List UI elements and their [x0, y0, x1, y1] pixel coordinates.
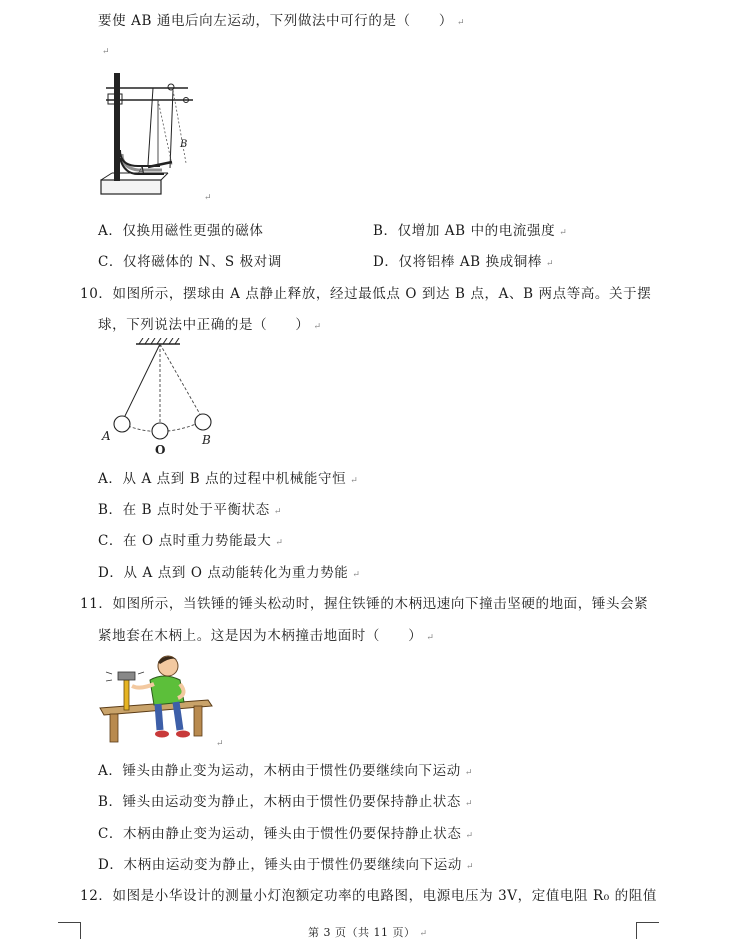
crop-mark-left	[58, 922, 81, 939]
paragraph-mark-icon: ↵	[352, 570, 361, 580]
q10-option-a: A．从 A 点到 B 点的过程中机械能守恒 ↵	[98, 471, 359, 487]
paragraph-mark-icon: ↵	[313, 322, 322, 332]
paragraph-mark-icon: ↵	[559, 228, 568, 238]
q9-label-b: B	[180, 139, 188, 150]
q10-option-b: B．在 B 点时处于平衡状态 ↵	[98, 502, 282, 518]
paragraph-mark-icon: ↵	[545, 259, 555, 269]
q10-figure-pendulum	[98, 338, 223, 456]
q11-option-c: C．木柄由静止变为运动，锤头由于惯性仍要保持静止状态 ↵	[98, 826, 474, 842]
q11-figure-hammer-man	[98, 650, 216, 745]
paragraph-mark-icon: ↵	[456, 18, 466, 28]
q9-label-a: A	[138, 166, 146, 177]
q10-option-d: D．从 A 点到 O 点动能转化为重力势能 ↵	[98, 565, 361, 581]
q9-option-b: B．仅增加 AB 中的电流强度 ↵	[373, 223, 568, 239]
q9-empty-paragraph	[98, 42, 110, 58]
q11-option-b: B．锤头由运动变为静止，木柄由于惯性仍要保持静止状态 ↵	[98, 794, 474, 810]
paragraph-mark-icon: ↵	[464, 768, 474, 778]
q9-figure-mark	[200, 188, 212, 204]
q10-label-a: A	[102, 429, 111, 443]
crop-mark-right	[636, 922, 659, 939]
q11-option-d: D．木柄由运动变为静止，锤头由于惯性仍要继续向下运动 ↵	[98, 857, 475, 873]
q10-stem-line2: 球，下列说法中正确的是（ ） ↵	[98, 317, 322, 333]
paragraph-mark-icon: ↵	[465, 831, 474, 841]
q10-stem-line1: 10．如图所示，摆球由 A 点静止释放，经过最低点 O 到达 B 点，A、B 两点等高。关于摆	[80, 286, 652, 302]
q9-option-a: A．仅换用磁性更强的磁体	[98, 223, 264, 239]
paragraph-mark-icon: ↵	[426, 633, 435, 643]
q11-stem-line2: 紧地套在木柄上。这是因为木柄撞击地面时（ ） ↵	[98, 628, 435, 644]
q9-figure-magnet-rail	[98, 70, 210, 200]
paragraph-mark-icon: ↵	[204, 193, 213, 203]
paragraph-mark-icon: ↵	[273, 507, 282, 517]
q10-label-o: O	[155, 443, 166, 456]
q12-stem-line1: 12．如图是小华设计的测量小灯泡额定功率的电路图，电源电压为 3V，定值电阻 R₀ 的阻值	[80, 888, 657, 904]
paragraph-mark-icon: ↵	[419, 929, 428, 939]
page-number: 第 3 页（共 11 页） ↵	[308, 926, 428, 939]
q11-option-a: A．锤头由静止变为运动，木柄由于惯性仍要继续向下运动 ↵	[98, 763, 474, 779]
q10-option-c: C．在 O 点时重力势能最大 ↵	[98, 533, 284, 549]
paragraph-mark-icon: ↵	[216, 739, 225, 749]
q9-stem: 要使 AB 通电后向左运动，下列做法中可行的是（ ） ↵	[98, 13, 466, 29]
q11-figure-mark	[212, 734, 224, 750]
q11-stem-line1: 11．如图所示，当铁锤的锤头松动时，握住铁锤的木柄迅速向下撞击坚硬的地面，锤头会紧	[80, 596, 649, 612]
paragraph-mark-icon: ↵	[465, 862, 475, 872]
paragraph-mark-icon: ↵	[102, 47, 111, 57]
q9-option-c: C．仅将磁体的 N、S 极对调	[98, 254, 282, 270]
q10-label-b: B	[202, 433, 211, 447]
paragraph-mark-icon: ↵	[350, 476, 359, 486]
q9-option-d: D．仅将铝棒 AB 换成铜棒 ↵	[373, 254, 555, 270]
paragraph-mark-icon: ↵	[465, 799, 474, 809]
paragraph-mark-icon: ↵	[275, 538, 284, 548]
